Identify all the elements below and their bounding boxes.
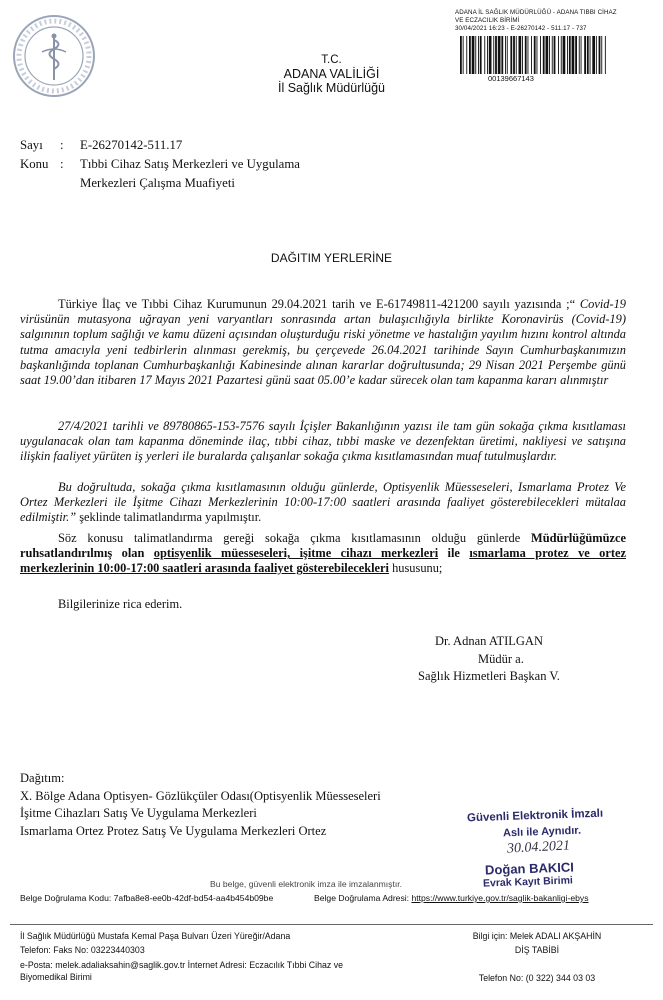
body-paragraph-4 [20,531,626,577]
verification-code-value: 7afba8e8-ee0b-42df-bd54-aa4b454b09be [113,893,274,903]
sayi-label: Sayı [20,138,43,152]
footer-left [20,929,390,983]
footer-right [427,929,647,985]
p4-tail: hususunu; [389,561,443,576]
konu-colon: : [60,157,64,171]
signatory-title-2: Sağlık Hizmetleri Başkan V. [418,669,560,683]
header-tc: T.C. [321,54,342,66]
footer-phone: Telefon No: (0 322) 344 03 03 [478,973,596,983]
p4-bold-underline-1: optisyenlik müesseseleri, işitme cihazı merkezleri [153,546,439,561]
verification-code-label: Belge Doğrulama Kodu: [20,893,112,903]
p4-bold-underline-2: ısmarlama protez ve ortez merkezlerinin 10:00-17:00 saatleri arasında faaliyet gösterebilecekleri [20,546,626,576]
header [0,53,663,95]
footer-divider [10,924,653,925]
konu-value: Tıbbi Cihaz Satış Merkezleri ve Uygulama Merkezleri Çalışma Muafiyeti [80,157,300,190]
verification-address-link[interactable]: https://www.turkiye.gov.tr/saglik-bakanligi-ebys [411,893,589,903]
distribution-item: X. Bölge Adana Optisyen- Gözlükçüler Odası(Optisyenlik Müesseseleri [20,788,381,803]
registration-stamp [455,9,645,33]
sayi-row [20,136,300,155]
p4-bold-1: Müdürlüğümüzce ruhsatlandırılmış olan [20,531,626,561]
body-paragraph-3 [20,480,626,526]
distribution-item: İşitme Cihazları Satış Ve Uygulama Merkezleri [20,806,257,820]
body-paragraph-1 [20,297,626,388]
p4-bold-2: ile [438,546,470,561]
sayi-value: E-26270142-511.17 [80,138,183,152]
konu-label: Konu [20,157,49,171]
stamp-line-3: 30/04/2021 16:23 - E-26270142 - 511.17 - 737 [455,25,587,32]
verification-note: Bu belge, güvenli elektronik imza ile imzalanmıştır. [210,879,403,889]
p1-quote: Covid-19 virüsünün mutasyona uğrayan yeni varyantları sonrasında artan bulaşıcılığıyla birlikte Koronavirüs (Covid-19) salgınının toplum sağlığı ve kamu düzeni açısından oluşturduğu riski yönetme ve hastalığın yayılım hızını kontrol altında tutma amacıyla yeni tedbirlerin alınması gerekmiş, bu çerçevede 26.04.2021 tarihinde Sayın Cumhurbaşkanımızın başkanlığında toplanan Cumhurbaşkanlığı Kabinesinde alınan kararlar doğrultusunda; 29 Nisan 2021 Perşembe günü saat 19.00’dan itibaren 17 Mayıs 2021 Pazartesi günü saat 05.00’e kadar sürecek olan tam kapanma kararı alınmıştır [20,297,626,388]
distribution-label: Dağıtım: [20,771,65,785]
signatory-title-1: Müdür a. [478,651,524,666]
e-stamp-line-1: Güvenli Elektronik İmzalı [466,807,604,825]
signature-block [418,633,560,686]
p1-lead: Türkiye İlaç ve Tıbbi Cihaz Kurumunun 29.04.2021 tarih ve E-61749811-421200 sayılı yazısında ;“ [58,297,576,311]
footer-address: İl Sağlık Müdürlüğü Mustafa Kemal Paşa Bulvarı Üzeri Yüreğir/Adana [20,931,291,941]
distribution-item: Ismarlama Ortez Protez Satış Ve Uygulama Merkezleri Ortez [20,823,327,838]
distribution-heading: DAĞITIM YERLERİNE [270,251,393,265]
footer-email-web: e-Posta: melek.adaliaksahin@saglik.gov.tr İnternet Adresi: Eczacılık Tıbbi Cihaz ve Biyomedikal Birimi [20,960,343,982]
distribution-list [20,770,381,840]
document-meta [20,136,300,193]
stamp-line-1: ADANA İL SAĞLIK MÜDÜRLÜĞÜ - ADANA TIBBI CİHAZ [455,9,617,16]
footer-phone-fax: Telefon: Faks No: 03223440303 [20,945,145,955]
barcode-number: 00139667143 [488,74,534,83]
verification-code [20,893,273,903]
footer-info: Bilgi için: Melek ADALI AKŞAHİN [472,931,602,941]
p3-quote: Bu doğrultuda, sokağa çıkma kısıtlamasının olduğu günlerde, Optisyenlik Müesseseleri, Ismarlama Protez Ve Ortez Merkezleri ile İşitme Cihazı Merkezlerinin 10:00-17:00 saatleri arasında faaliyet gösterebilecekleri mütalaa edilmiştir.” [20,480,626,525]
verification-address [314,893,589,903]
e-stamp-line-2: Aslı ile Aynıdır. [502,824,582,840]
header-governorship: ADANA VALİLİĞİ [283,67,380,81]
body-paragraph-2 [20,419,626,465]
verification-address-label: Belge Doğrulama Adresi: [314,893,410,903]
footer-role: DİŞ TABİBİ [514,945,560,955]
konu-row [20,155,300,193]
signatory-name: Dr. Adnan ATILGAN [435,634,543,648]
e-stamp-date: 30.04.2021 [506,838,571,857]
e-stamp-name: Doğan BAKICI [484,859,575,878]
sayi-colon: : [60,138,64,152]
header-directorate: İl Sağlık Müdürlüğü [277,81,385,95]
p2-quote: 27/4/2021 tarihli ve 89780865-153-7576 sayılı İçişler Bakanlığının yazısı ile tam gün sokağa çıkma kısıtlaması uygulanacak olan tam kapanma döneminde ilaç, tıbbi cihaz, tıbbi maske ve dezenfektan üretimi, nakliyesi ve satışına ilişkin faaliyet yürüten iş yerleri ile buralarda çalışanlar sokağa çıkma kısıtlamasından muaf tutulmuşlardır. [20,419,626,464]
e-stamp-unit: Evrak Kayıt Birimi [482,874,574,890]
p3-tail: şeklinde talimatlandırma yapılmıştır. [76,510,262,525]
e-signature-stamp [455,806,655,894]
body-paragraph-5: Bilgilerinize rica ederim. [58,597,183,611]
stamp-line-2: VE ECZACILIK BİRİMİ [455,17,520,24]
p4-lead: Söz konusu talimatlandırma gereği sokağa çıkma kısıtlamasının olduğu günlerde [58,531,531,545]
